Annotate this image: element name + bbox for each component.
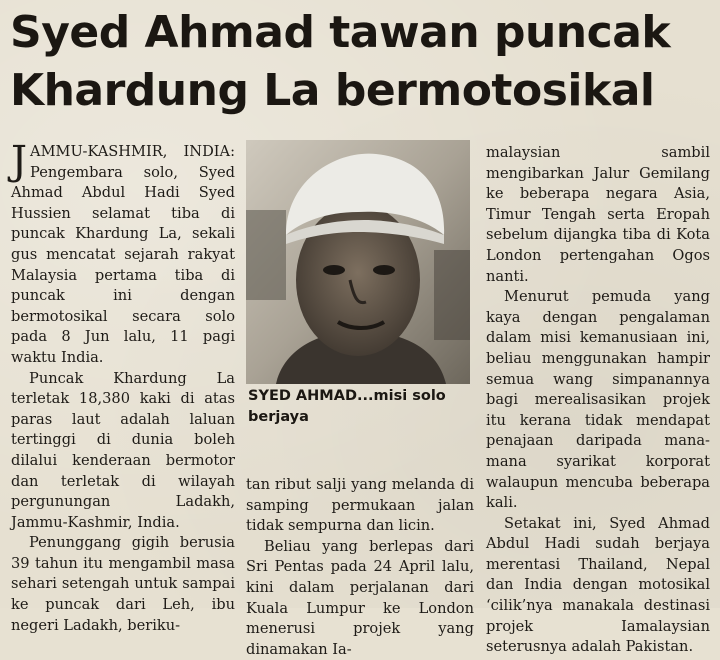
paragraph-6: malaysian sambil mengibarkan Jalur Gemilang ke beberapa negara Asia, Timur Tengah serta Eropah sebelum dijangka tiba di Kota London pertengahan Ogos nanti.: [486, 144, 710, 285]
drop-cap: J: [11, 138, 28, 184]
paragraph-5: Beliau yang berlepas dari Sri Pentas pada 24 April lalu, kini dalam perjalanan dari Kuala Lumpur ke London menerusi projek yang dinamakan Ia-: [246, 537, 474, 658]
portrait-photo: [246, 140, 470, 384]
headline-line-2: Khardung La bermotosikal: [10, 65, 655, 116]
paragraph-2: Puncak Khardung La terletak 18,380 kaki di atas paras laut adalah laluan tertinggi di dunia boleh dilalui kenderaan bermotor dan terletak di wilayah pergunungan Ladakh, Jammu-Kashmir, India.: [11, 369, 235, 531]
article-column-1: [11, 138, 235, 634]
caption-name: SYED AHMAD: [248, 388, 357, 404]
caption-text: ...misi solo berjaya: [248, 388, 446, 425]
article-column-2: [246, 475, 474, 658]
paragraph-7: Menurut pemuda yang kaya dengan pengalaman dalam misi kemanusiaan ini, beliau menggunakan hampir semua wang simpanannya bagi merealisasikan projek itu kerana tidak mendapat penajaan daripada mana-mana syarikat korporat walaupun mencuba beberapa kali.: [486, 288, 710, 512]
headline-line-1: Syed Ahmad tawan puncak: [10, 7, 671, 58]
paragraph-1: [11, 138, 235, 369]
paragraph-4: tan ribut salji yang melanda di samping permukaan jalan tidak sempurna dan licin.: [246, 476, 474, 535]
photo-caption: [248, 386, 473, 428]
paragraph-8: Setakat ini, Syed Ahmad Abdul Hadi sudah berjaya merentasi Thailand, Nepal dan India dengan motosikal ‘cilik’nya manakala destinasi projek Iamalaysian seterusnya adalah Pakistan.: [486, 514, 710, 656]
headline: [10, 4, 715, 120]
portrait-image: [246, 140, 470, 384]
paragraph-1-text: AMMU-KASHMIR, INDIA: Pengembara solo, Syed Ahmad Abdul Hadi Syed Hussien selamat tiba di puncak Khardung La, sekali gus mencatat sejarah rakyat Malaysia pertama tiba di puncak ini dengan bermotosikal secara solo pada 8 Jun lalu, 11 pagi waktu India.: [11, 143, 235, 366]
paragraph-3: Penunggang gigih berusia 39 tahun itu mengambil masa sehari setengah untuk sampai ke puncak dari Leh, ibu negeri Ladakh, beriku-: [11, 534, 235, 634]
article-column-3: [486, 143, 710, 656]
